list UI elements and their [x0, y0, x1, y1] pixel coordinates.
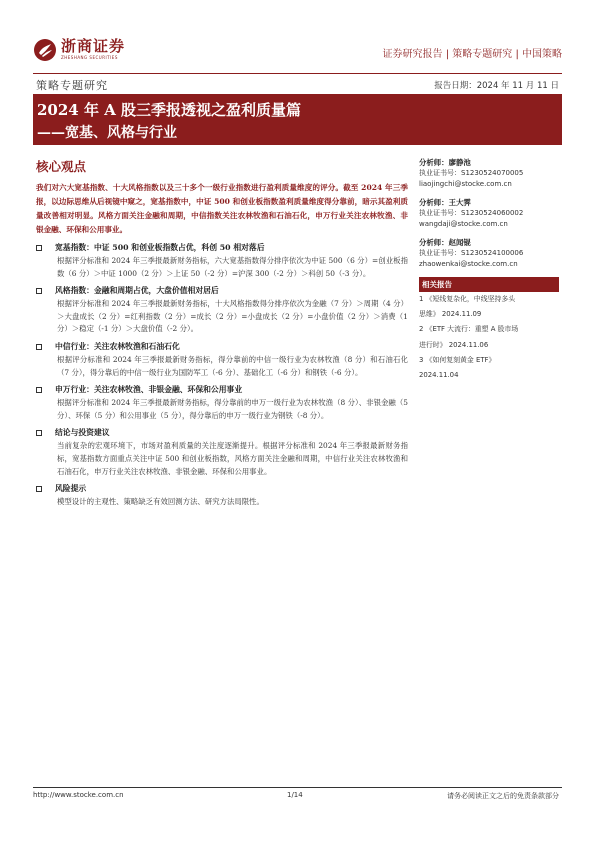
point-body: 当前复杂的宏观环境下，市场对盈利质量的关注度逐渐提升。根据评分标准和 2024 年三季报最新财务指标，宽基指数方面重点关注中证 500 和创业板指数，风格方面关注金融和周期，中信行业关注农林牧渔和石油石化，申万行业关注农林牧渔、非银金融、环保和公用事业。	[57, 441, 408, 476]
point-heading: 结论与投资建议	[55, 428, 110, 438]
report-subtitle: ——宽基、风格与行业	[37, 125, 177, 141]
page-header	[33, 38, 562, 68]
related-report-title: 1 《短线复杂化，中线坚持多头	[419, 295, 516, 303]
point-body: 根据评分标准和 2024 年三季报最新财务指标，六大宽基指数得分排序依次为中证 500（6 分）=创业板指数（6 分）＞中证 1000（2 分）＞上证 50（-2 分）=沪深 300（-2 分）＞科创 50（-3 分）。	[57, 256, 408, 278]
analyst-name: 分析师：赵闻锟	[419, 238, 471, 247]
point-body: 模型设计的主观性、策略缺乏有效回测方法、研究方法局限性。	[57, 497, 264, 507]
point-heading: 申万行业：关注农林牧渔、非银金融、环保和公用事业	[55, 385, 243, 395]
related-report-item[interactable]	[419, 322, 559, 352]
footer-divider	[33, 787, 562, 788]
logo-text-cn: 浙商证券	[61, 37, 126, 55]
related-report-date: 2024.11.04	[419, 371, 459, 380]
point-body: 根据评分标准和 2024 年三季报最新财务指标，得分靠前的中信一级行业为农林牧渔（8 分）和石油石化（7 分），得分靠后的中信一级行业为国防军工（-6 分）、基础化工（-6 分）和钢铁（-6 分）。	[57, 354, 408, 377]
point-risk	[36, 482, 408, 509]
sidebar	[419, 157, 559, 383]
disclaimer-note: 请务必阅读正文之后的免责条款部分	[447, 792, 559, 800]
related-report-item[interactable]	[419, 353, 559, 383]
title-banner	[33, 94, 562, 145]
related-report-date: 进行时》 2024.11.06	[419, 340, 489, 349]
point-heading: 宽基指数：中证 500 和创业板指数占优，科创 50 相对落后	[55, 243, 265, 252]
header-divider	[33, 73, 562, 74]
company-logo	[33, 38, 125, 62]
analyst-email[interactable]: zhaowenkai@stocke.com.cn	[419, 260, 518, 268]
report-type-label: 策略专题研究	[36, 79, 108, 92]
checkbox-bullet-icon	[36, 245, 42, 251]
point-heading: 风险提示	[55, 484, 87, 494]
related-report-title: 3 《如何复刻黄金 ETF》	[419, 355, 496, 364]
intro-paragraph: 我们对六大宽基指数、十大风格指数以及三十多个一级行业指数进行盈利质量维度的评分。截至 2024 年三季报，以边际思维从后视镜中窥之，宽基指数中，中证 500 和创业板指数盈利质量维度得分靠前，暗示其盈利质量改善相对明显。风格方面关注金融和周期，中信指数关注农林牧渔和石油石化，申万行业关注农林牧渔、非银金融、环保和公用事业。	[36, 183, 408, 234]
report-title: 2024 年 A 股三季报透视之盈利质量篇	[37, 101, 302, 119]
point-body: 根据评分标准和 2024 年三季报最新财务指标，得分靠前的申万一级行业为农林牧渔（8 分）、非银金融（5 分）、环保（5 分）和公用事业（5 分），得分靠后的申万一级行业为钢铁（-8 分）。	[57, 398, 408, 420]
related-report-item[interactable]	[419, 292, 559, 322]
related-report-date: 思维》 2024.11.09	[419, 310, 482, 319]
page-number: 1/14	[287, 791, 303, 799]
analyst-card	[419, 157, 559, 190]
analyst-cert: 执业证书号：S1230524060002	[419, 209, 524, 217]
checkbox-bullet-icon	[36, 486, 42, 492]
logo-mark-icon	[33, 38, 57, 62]
logo-text-en: ZHESHANG SECURITIES	[61, 55, 118, 60]
analyst-cert: 执业证书号：S1230524070005	[419, 169, 524, 177]
point-heading: 中信行业：关注农林牧渔和石油石化	[55, 341, 180, 351]
point-conclusion	[36, 426, 408, 478]
analyst-name: 分析师：王大霁	[419, 198, 471, 207]
main-content	[36, 181, 408, 509]
point-heading: 风格指数：金融和周期占优，大盘价值相对居后	[55, 286, 219, 296]
point-sw-industry	[36, 383, 408, 422]
analyst-name: 分析师：廖静池	[419, 158, 471, 167]
checkbox-bullet-icon	[36, 288, 42, 294]
header-category-nav: 证券研究报告 | 策略专题研究 | 中国策略	[382, 49, 562, 60]
point-citic-industry	[36, 340, 408, 379]
analyst-email[interactable]: wangdaji@stocke.com.cn	[419, 220, 508, 228]
related-reports-heading: 相关报告	[419, 277, 559, 292]
report-date: 报告日期：2024 年 11 月 11 日	[434, 81, 559, 91]
point-broad-index	[36, 241, 408, 280]
checkbox-bullet-icon	[36, 430, 42, 436]
core-views-heading: 核心观点	[36, 159, 87, 174]
related-report-title: 2 《ETF 大流行：重塑 A 股市场	[419, 325, 519, 334]
analyst-card	[419, 197, 559, 230]
footer-url-link[interactable]: http://www.stocke.com.cn	[33, 791, 124, 799]
analyst-cert: 执业证书号：S1230524100006	[419, 249, 524, 257]
analyst-card	[419, 237, 559, 270]
checkbox-bullet-icon	[36, 387, 42, 393]
point-body: 根据评分标准和 2024 年三季报最新财务指标，十大风格指数得分排序依次为金融（7 分）＞周期（4 分）＞大盘成长（2 分）=红利指数（2 分）=成长（2 分）=小盘成长（2 分）=小盘价值（2 分）＞消费（1 分）＞稳定（-1 分）＞大盘价值（-2 分）。	[57, 299, 408, 334]
point-style-index	[36, 284, 408, 336]
checkbox-bullet-icon	[36, 344, 42, 350]
analyst-email[interactable]: liaojingchi@stocke.com.cn	[419, 180, 512, 188]
